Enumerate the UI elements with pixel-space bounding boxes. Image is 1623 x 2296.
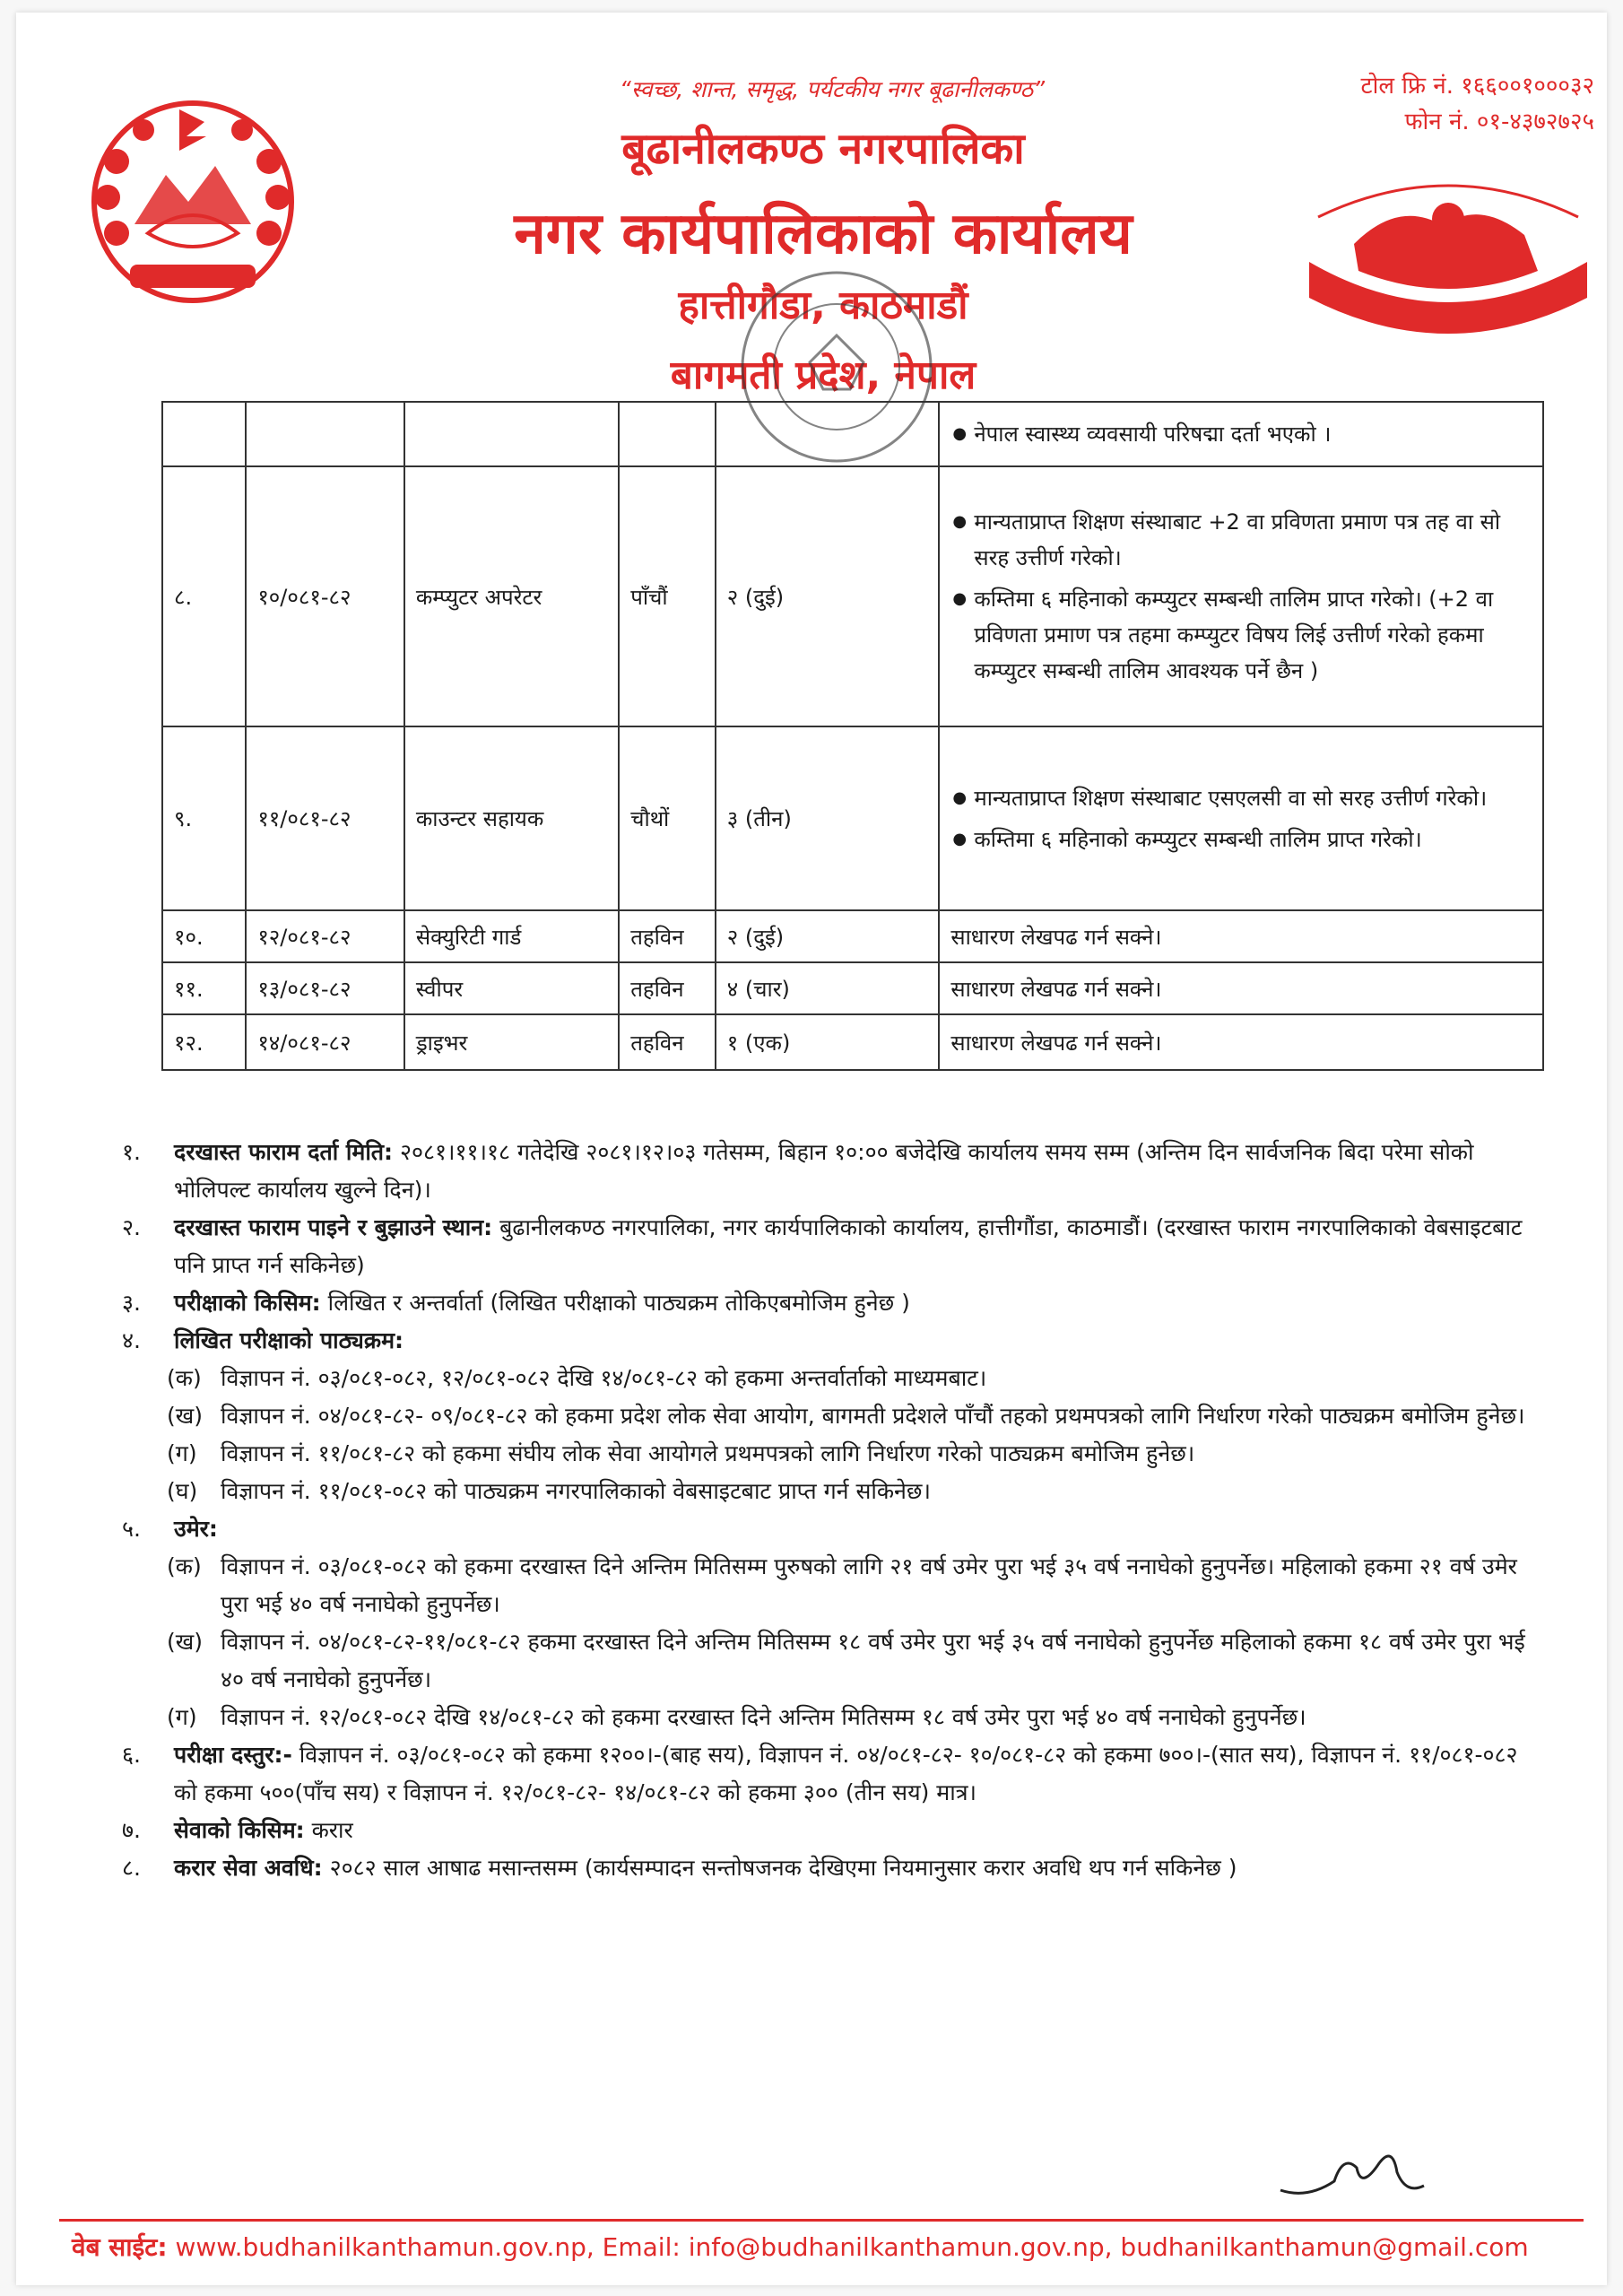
ad-number-cell: १२/०८१-८२ <box>246 910 404 962</box>
footer-contact <box>72 2230 1596 2264</box>
count-cell: ४ (चार) <box>716 962 940 1014</box>
item-mark: (ग) <box>167 1440 197 1466</box>
age-item <box>122 1623 1539 1699</box>
count-cell: ३ (तीन) <box>716 726 940 910</box>
sn-cell: ८. <box>162 466 246 726</box>
item-mark: (ख) <box>167 1629 203 1655</box>
term-heading: दरखास्त फाराम पाइने र बुझाउने स्थान: <box>174 1214 493 1240</box>
requirements-cell <box>939 402 1543 466</box>
term-number: ६. <box>122 1742 141 1768</box>
requirement-item: ● नेपाल स्वास्थ्य व्यवसायी परिषद्मा दर्ता भएको । <box>974 416 1532 452</box>
item-text: विज्ञापन नं. ०४/०८१-८२- ०९/०८१-८२ को हकमा प्रदेश लोक सेवा आयोग, बागमती प्रदेशले पाँचौं तहको प्रथमपत्रको लागि निर्धारण गरेको पाठ्यक्रम बमोजिम हुनेछ। <box>221 1403 1525 1429</box>
table-row <box>162 402 1543 466</box>
post-cell: सेक्युरिटी गार्ड <box>404 910 619 962</box>
ad-number-cell: १३/०८१-८२ <box>246 962 404 1014</box>
term-heading: परीक्षा दस्तुर:- <box>174 1742 292 1768</box>
syllabus-item <box>122 1473 1539 1510</box>
signature-icon <box>1271 2136 1433 2208</box>
age-item <box>122 1699 1539 1736</box>
term-text: २०८१।११।१८ गतेदेखि २०८१।१२।०३ गतेसम्म, बिहान १०:०० बजेदेखि कार्यालय समय सम्म (अन्तिम दिन सार्वजनिक बिदा परेमा सोको भोलिपल्ट कार्यालय खुल्ने दिन)। <box>174 1139 1474 1203</box>
sn-cell: ११. <box>162 962 246 1014</box>
term-age <box>122 1510 1539 1548</box>
term-heading: करार सेवा अवधि: <box>174 1855 323 1881</box>
item-text: विज्ञापन नं. ११/०८१-०८२ को पाठ्यक्रम नगरपालिकाको वेबसाइटबाट प्राप्त गर्न सकिनेछ। <box>221 1478 931 1504</box>
term-number: २. <box>122 1214 141 1240</box>
vacancy-table <box>161 401 1544 1071</box>
count-cell: १ (एक) <box>716 1014 940 1070</box>
level-cell: तहविन <box>619 962 716 1014</box>
item-text: विज्ञापन नं. ११/०८१-८२ को हकमा संघीय लोक सेवा आयोगले प्रथमपत्रको लागि निर्धारण गरेको पाठ्यक्रम बमोजिम हुनेछ। <box>221 1440 1195 1466</box>
notice-terms <box>122 1134 1539 1887</box>
table-row <box>162 962 1543 1014</box>
age-item <box>122 1548 1539 1623</box>
term-heading: सेवाको किसिम: <box>174 1817 305 1843</box>
requirement-item: ● मान्यताप्राप्त शिक्षण संस्थाबाट +2 वा प्रविणता प्रमाण पत्र तह वा सो सरह उत्तीर्ण गरेको। <box>974 504 1532 576</box>
ad-number-cell: ११/०८१-८२ <box>246 726 404 910</box>
term-text: बुढानीलकण्ठ नगरपालिका, नगर कार्यपालिकाको कार्यालय, हात्तीगौंडा, काठमाडौं। (दरखास्त फाराम नगरपालिकाको वेबसाइटबाट पनि प्राप्त गर्न सकिनेछ) <box>174 1214 1523 1278</box>
nepal-emblem-icon <box>81 90 305 314</box>
post-cell: कम्प्युटर अपरेटर <box>404 466 619 726</box>
term-application-dates <box>122 1134 1539 1209</box>
sn-cell <box>162 402 246 466</box>
requirements-cell: साधारण लेखपढ गर्न सक्ने। <box>939 1014 1543 1070</box>
level-cell: तहविन <box>619 1014 716 1070</box>
office-address-line1: हात्तीगौडा, काठमाडौं <box>678 283 968 328</box>
table-row <box>162 726 1543 910</box>
post-cell: काउन्टर सहायक <box>404 726 619 910</box>
ad-number-cell <box>246 402 404 466</box>
syllabus-item <box>122 1435 1539 1473</box>
term-text: २०८२ साल आषाढ मसान्तसम्म (कार्यसम्पादन सन्तोषजनक देखिएमा नियमानुसार करार अवधि थप गर्न सकिनेछ ) <box>322 1855 1237 1881</box>
post-cell <box>404 402 619 466</box>
requirement-item: ● कम्तिमा ६ महिनाको कम्प्युटर सम्बन्धी तालिम प्राप्त गरेको। <box>974 822 1532 857</box>
contact-info[interactable]: www.budhanilkanthamun.gov.np, Email: info@budhanilkanthamun.gov.np, budhanilkanthamun@gmail.com <box>175 2232 1529 2262</box>
term-exam-fee <box>122 1736 1539 1812</box>
item-text: विज्ञापन नं. ०४/०८१-८२-११/०८१-८२ हकमा दरखास्त दिने अन्तिम मितिसम्म १८ वर्ष उमेर पुरा भई ३५ वर्ष ननाघेको हुनुपर्नेछ महिलाको हकमा १८ वर्ष उमेर पुरा भई ४० वर्ष ननाघेको हुनुपर्नेछ। <box>221 1629 1525 1692</box>
post-cell: ड्राइभर <box>404 1014 619 1070</box>
term-number: ३. <box>122 1290 141 1316</box>
requirement-item: ● मान्यताप्राप्त शिक्षण संस्थाबाट एसएलसी वा सो सरह उत्तीर्ण गरेको। <box>974 780 1532 816</box>
municipality-logo-icon <box>1300 163 1596 334</box>
count-cell: २ (दुई) <box>716 910 940 962</box>
ad-number-cell: १४/०८१-८२ <box>246 1014 404 1070</box>
count-cell: २ (दुई) <box>716 466 940 726</box>
item-mark: (क) <box>167 1365 202 1391</box>
level-cell: चौथों <box>619 726 716 910</box>
requirement-item: ● कम्तिमा ६ महिनाको कम्प्युटर सम्बन्धी तालिम प्राप्त गरेको। (+2 वा प्रविणता प्रमाण पत्र तहमा कम्प्युटर विषय लिई उत्तीर्ण गरेको हकमा कम्प्युटर सम्बन्धी तालिम आवश्यक पर्ने छैन ) <box>974 581 1532 689</box>
requirements-cell: साधारण लेखपढ गर्न सक्ने। <box>939 962 1543 1014</box>
ad-number-cell: १०/०८१-८२ <box>246 466 404 726</box>
office-title: नगर कार्यपालिकाको कार्यालय <box>514 201 1133 267</box>
syllabus-item <box>122 1397 1539 1435</box>
term-contract-period <box>122 1849 1539 1887</box>
item-mark: (ख) <box>167 1403 203 1429</box>
notice-page <box>16 13 1607 2285</box>
item-mark: (क) <box>167 1553 202 1579</box>
municipality-name: बूढानीलकण्ठ नगरपालिका <box>621 124 1025 174</box>
post-cell: स्वीपर <box>404 962 619 1014</box>
term-number: ८. <box>122 1855 141 1881</box>
item-mark: (घ) <box>167 1478 198 1504</box>
item-text: विज्ञापन नं. ०३/०८१-०८२, १२/०८१-०८२ देखि १४/०८१-८२ को हकमा अन्तर्वार्ताको माध्यमबाट। <box>221 1365 987 1391</box>
municipality-motto: “स्वच्छ, शान्त, समृद्ध, पर्यटकीय नगर बूढानीलकण्ठ” <box>619 76 1046 102</box>
term-number: ४. <box>122 1327 141 1353</box>
requirements-cell <box>939 726 1543 910</box>
level-cell <box>619 402 716 466</box>
term-exam-type <box>122 1284 1539 1322</box>
toll-free-number: टोल फ्रि नं. १६६००१०००३२ <box>1360 73 1594 100</box>
item-mark: (ग) <box>167 1704 197 1730</box>
requirements-cell: साधारण लेखपढ गर्न सक्ने। <box>939 910 1543 962</box>
syllabus-item <box>122 1360 1539 1397</box>
term-syllabus <box>122 1322 1539 1360</box>
term-heading: उमेर: <box>174 1516 218 1542</box>
office-address-line2: बागमती प्रदेश, नेपाल <box>670 352 976 398</box>
item-text: विज्ञापन नं. ०३/०८१-०८२ को हकमा दरखास्त दिने अन्तिम मितिसम्म पुरुषको लागि २१ वर्ष उमेर पुरा भई ३५ वर्ष ननाघेको हुनुपर्नेछ। महिलाको हकमा २१ वर्ष उमेर पुरा भई ४० वर्ष ननाघेको हुनुपर्नेछ। <box>221 1553 1517 1617</box>
sn-cell: ९. <box>162 726 246 910</box>
term-text: विज्ञापन नं. ०३/०८१-०८२ को हकमा १२००।-(बाह सय), विज्ञापन नं. ०४/०८१-८२- १०/०८१-८२ को हकमा ७००।-(सात सय), विज्ञापन नं. ११/०८१-०८२ को हकमा ५००(पाँच सय) र विज्ञापन नं. १२/०८१-८२- १४/०८१-८२ को हकमा ३०० (तीन सय) मात्र। <box>174 1742 1518 1805</box>
level-cell: तहविन <box>619 910 716 962</box>
term-application-place <box>122 1209 1539 1284</box>
website-label: वेब साईट: <box>72 2232 168 2262</box>
table-row <box>162 466 1543 726</box>
table-row <box>162 910 1543 962</box>
term-heading: लिखित परीक्षाको पाठ्यक्रम: <box>174 1327 404 1353</box>
term-number: १. <box>122 1139 141 1165</box>
requirements-cell <box>939 466 1543 726</box>
count-cell <box>716 402 940 466</box>
level-cell: पाँचौं <box>619 466 716 726</box>
term-text: करार <box>304 1817 353 1843</box>
term-text: लिखित र अन्तर्वार्ता (लिखित परीक्षाको पाठ्यक्रम तोकिएबमोजिम हुनेछ ) <box>320 1290 910 1316</box>
term-number: ७. <box>122 1817 141 1843</box>
term-number: ५. <box>122 1516 141 1542</box>
item-text: विज्ञापन नं. १२/०८१-०८२ देखि १४/०८१-८२ को हकमा दरखास्त दिने अन्तिम मितिसम्म १८ वर्ष उमेर पुरा भई ४० वर्ष ननाघेको हुनुपर्नेछ। <box>221 1704 1306 1730</box>
sn-cell: १२. <box>162 1014 246 1070</box>
term-heading: परीक्षाको किसिम: <box>174 1290 321 1316</box>
phone-number: फोन नं. ०१-४३७२७२५ <box>1404 109 1594 135</box>
term-heading: दरखास्त फाराम दर्ता मिति: <box>174 1139 394 1165</box>
table-row <box>162 1014 1543 1070</box>
sn-cell: १०. <box>162 910 246 962</box>
footer-divider <box>59 2219 1584 2222</box>
term-service-type <box>122 1812 1539 1849</box>
